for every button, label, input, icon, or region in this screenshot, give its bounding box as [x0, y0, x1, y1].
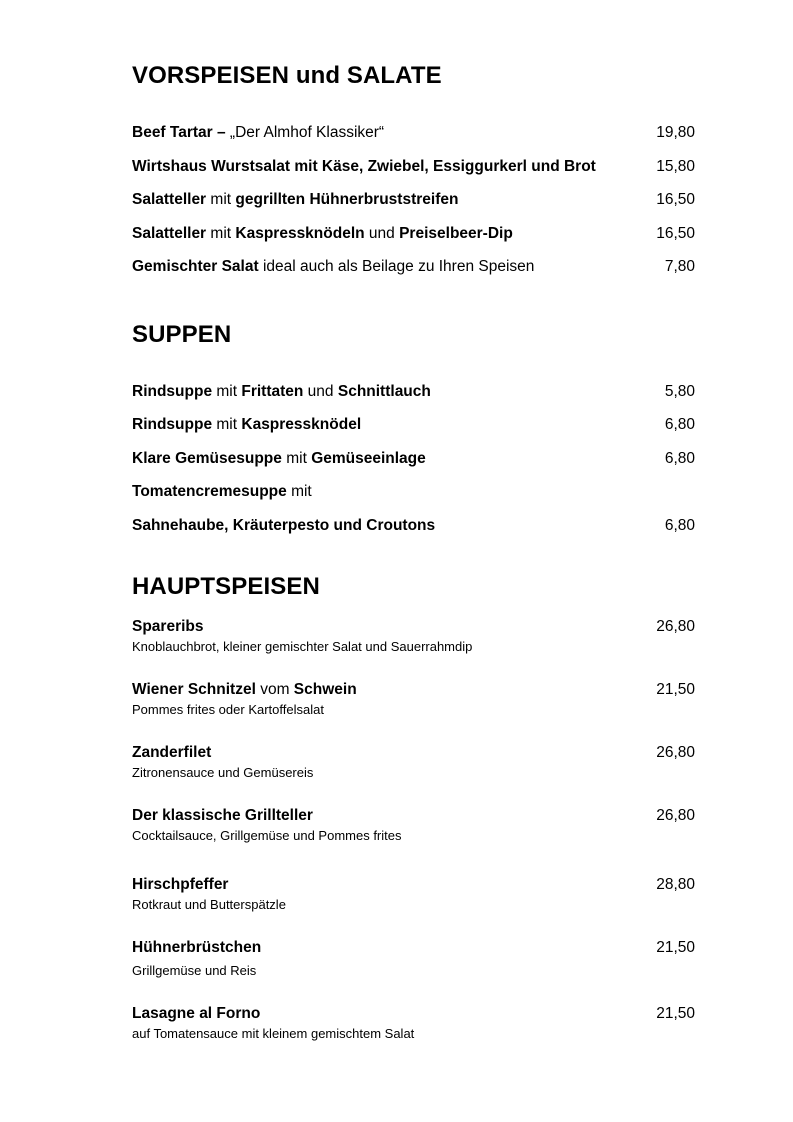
- menu-item-name: [132, 805, 313, 827]
- menu-item-name-part: mit: [286, 483, 312, 500]
- menu-item: [132, 414, 695, 436]
- menu-item: [132, 1003, 695, 1025]
- menu-item-name-part: Kaspressknödeln: [235, 225, 365, 242]
- menu-item-name: [132, 223, 513, 245]
- menu-item-name-part: ideal auch als Beilage zu Ihren Speisen: [258, 258, 535, 275]
- menu-item-name-part: und: [364, 225, 400, 242]
- menu-item: [132, 256, 695, 278]
- menu-item-name: [132, 1003, 260, 1025]
- menu-item-name: [132, 381, 431, 403]
- menu-item-name: [132, 414, 361, 436]
- menu-item-description: Grillgemüse und Reis: [132, 963, 257, 978]
- menu-item-name-part: mit: [212, 383, 242, 400]
- menu-item-name-part: Gemischter Salat: [132, 258, 259, 275]
- menu-item: [132, 515, 695, 537]
- menu-item-name: [132, 515, 435, 537]
- menu-item-name: [132, 874, 228, 896]
- menu-item-price: 16,50: [656, 225, 695, 242]
- menu-item-name-part: Hirschpfeffer: [132, 876, 229, 893]
- menu-item: [132, 616, 695, 638]
- menu-item-name-part: Lasagne al Forno: [132, 1005, 261, 1022]
- menu-item-price: 6,80: [664, 416, 695, 433]
- menu-item-name: [132, 742, 211, 764]
- menu-item: [132, 189, 695, 211]
- menu-item-name-part: Salatteller: [132, 191, 207, 208]
- menu-item-name-part: Schnittlauch: [337, 383, 431, 400]
- menu-item-name-part: Zanderfilet: [132, 744, 212, 761]
- menu-item: [132, 874, 695, 896]
- menu-item-description: Pommes frites oder Kartoffelsalat: [132, 702, 324, 717]
- menu-item-name-part: und: [303, 383, 338, 400]
- menu-item-name: [132, 616, 204, 638]
- menu-item-name-part: Tomatencremesuppe: [132, 483, 287, 500]
- menu-item-price: 26,80: [656, 807, 695, 824]
- menu-item-description: Knoblauchbrot, kleiner gemischter Salat und Sauerrahmdip: [132, 639, 473, 654]
- menu-item-name-part: Rindsuppe: [132, 383, 213, 400]
- menu-item-name: [132, 937, 261, 959]
- menu-item-price: 7,80: [664, 258, 695, 275]
- menu-item: [132, 937, 695, 959]
- menu-item-name: [132, 679, 357, 701]
- menu-item: [132, 481, 695, 503]
- menu-item-price: 6,80: [664, 517, 695, 534]
- menu-item-description: auf Tomatensauce mit kleinem gemischtem Salat: [132, 1026, 415, 1041]
- menu-item-name-part: Frittaten: [241, 383, 304, 400]
- section-title: SUPPEN: [132, 321, 232, 348]
- menu-item-name-part: Spareribs: [132, 618, 204, 635]
- menu-item: [132, 156, 695, 178]
- menu-item: [132, 381, 695, 403]
- menu-item-name-part: Wirtshaus Wurstsalat mit Käse, Zwiebel, Essiggurkerl und Brot: [132, 158, 596, 175]
- menu-item-name-part: Salatteller: [132, 225, 207, 242]
- menu-item-name: [132, 481, 312, 503]
- menu-item-name: [132, 189, 458, 211]
- menu-item: [132, 679, 695, 701]
- menu-item-price: 28,80: [656, 876, 695, 893]
- menu-item-name-part: mit: [212, 416, 242, 433]
- menu-item-name-part: Gemüseeinlage: [311, 450, 426, 467]
- menu-item-price: 16,50: [656, 191, 695, 208]
- menu-item-name-part: Preiselbeer-Dip: [399, 225, 513, 242]
- menu-item-name-part: Klare Gemüsesuppe: [132, 450, 282, 467]
- menu-item-price: 21,50: [656, 681, 695, 698]
- menu-item-name-part: Rindsuppe: [132, 416, 213, 433]
- menu-item-price: 5,80: [664, 383, 695, 400]
- menu-item-price: 6,80: [664, 450, 695, 467]
- menu-item: [132, 742, 695, 764]
- menu-item-description: Zitronensauce und Gemüsereis: [132, 765, 314, 780]
- menu-item: [132, 122, 695, 144]
- menu-item-name-part: gegrillten Hühnerbruststreifen: [235, 191, 459, 208]
- menu-item-price: 19,80: [656, 124, 695, 141]
- menu-item-name-part: vom: [255, 681, 294, 698]
- menu-item: [132, 805, 695, 827]
- menu-item-name-part: „Der Almhof Klassiker“: [229, 124, 385, 141]
- menu-item-name-part: Sahnehaube, Kräuterpesto und Croutons: [132, 517, 436, 534]
- menu-item-name-part: mit: [206, 191, 236, 208]
- menu-item-price: 21,50: [656, 939, 695, 956]
- menu-item-name-part: mit: [206, 225, 236, 242]
- menu-item-description: Rotkraut und Butterspätzle: [132, 897, 286, 912]
- menu-item-name-part: Kaspressknödel: [241, 416, 362, 433]
- section-title: VORSPEISEN und SALATE: [132, 62, 442, 89]
- menu-item-name: [132, 122, 384, 144]
- menu-item-name: [132, 256, 534, 278]
- menu-item-price: 15,80: [656, 158, 695, 175]
- menu-item-name-part: Der klassische Grillteller: [132, 807, 313, 824]
- section-title: HAUPTSPEISEN: [132, 573, 320, 600]
- menu-item-name-part: Schwein: [293, 681, 357, 698]
- menu-item-name-part: Beef Tartar –: [132, 124, 230, 141]
- menu-item-name-part: mit: [281, 450, 312, 467]
- menu-item-description: Cocktailsauce, Grillgemüse und Pommes frites: [132, 828, 402, 843]
- menu-item-price: 21,50: [656, 1005, 695, 1022]
- menu-item-name: [132, 448, 426, 470]
- menu-item: [132, 223, 695, 245]
- menu-item-name-part: Wiener Schnitzel: [132, 681, 256, 698]
- menu-item-price: 26,80: [656, 618, 695, 635]
- menu-item-name: [132, 156, 596, 178]
- menu-item-price: 26,80: [656, 744, 695, 761]
- menu-item-name-part: Hühnerbrüstchen: [132, 939, 262, 956]
- menu-item: [132, 448, 695, 470]
